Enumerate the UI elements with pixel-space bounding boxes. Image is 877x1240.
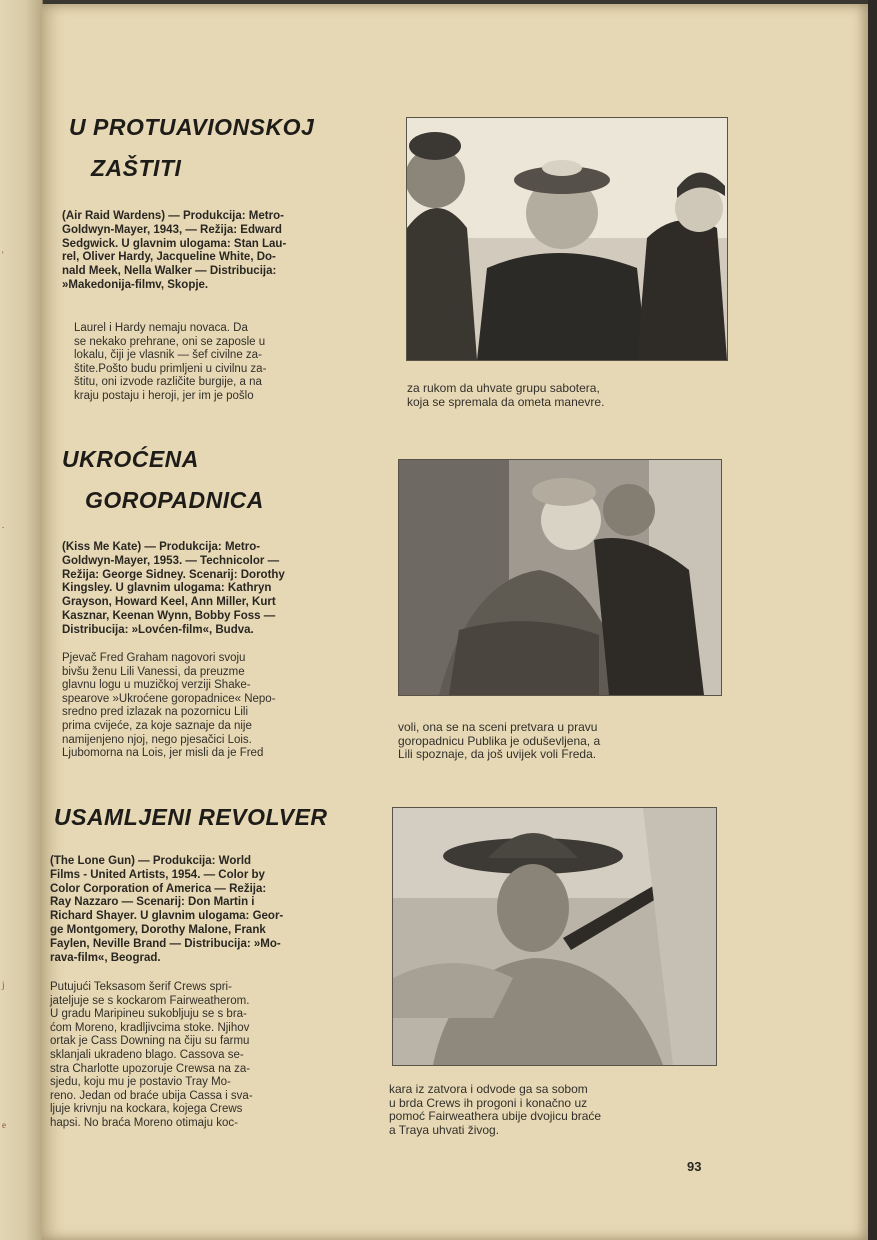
credits-line: ge Montgomery, Dorothy Malone, Frank	[50, 923, 266, 936]
film-still-image-1	[407, 118, 727, 360]
section-2-title-line-2: GOROPADNICA	[85, 487, 264, 513]
caption-line: Lili spoznaje, da još uvijek voli Freda.	[398, 747, 597, 762]
section-3-film-still	[392, 807, 717, 1066]
section-1-title-line-1: U PROTUAVIONSKOJ	[69, 114, 315, 140]
credits-line: Faylen, Neville Brand — Distribucija: »Mo-	[50, 937, 281, 950]
book-spine-margin	[0, 0, 43, 1240]
credits-line: Kasznar, Keenan Wynn, Bobby Foss —	[62, 609, 276, 622]
synopsis-line: jateljuje se s kockarom Fairweatherom.	[50, 994, 250, 1007]
credits-line: nald Meek, Nella Walker — Distribucija:	[62, 265, 277, 278]
synopsis-line: stra Charlotte upozoruje Crewsa na za-	[50, 1062, 251, 1075]
synopsis-line: ćom Moreno, kradljivcima stoke. Njihov	[50, 1021, 250, 1034]
section-2-synopsis	[62, 652, 380, 761]
synopsis-line: sredno pred izlazak na pozornicu Lili	[62, 706, 249, 719]
section-3-synopsis	[50, 981, 368, 1131]
credits-line: Režija: George Sidney. Scenarij: Dorothy	[62, 568, 285, 581]
section-3-caption	[389, 1083, 719, 1137]
credits-line: Goldwyn-Mayer, 1943, — Režija: Edward	[62, 223, 282, 236]
credits-line: Distribucija: »Lovćen-film«, Budva.	[62, 623, 254, 636]
caption-line: a Traya uhvati živog.	[389, 1122, 500, 1137]
caption-line: koja se spremala da ometa manevre.	[407, 394, 605, 409]
credits-line: Richard Shayer. U glavnim ulogama: Geor-	[50, 910, 284, 923]
page-number: 93	[687, 1159, 702, 1174]
margin-mark: e	[2, 1120, 6, 1130]
credits-line: (Kiss Me Kate) — Produkcija: Metro-	[62, 541, 261, 553]
synopsis-line: lokalu, čiji je vlasnik — šef civilne za-	[74, 349, 262, 362]
synopsis-line: hapsi. No braća Moreno otimaju koc-	[50, 1116, 238, 1129]
caption-line: voli, ona se na sceni pretvara u pravu	[398, 720, 598, 734]
credits-line: rava-film«, Beograd.	[50, 951, 161, 964]
synopsis-line: spearove »Ukroćene goropadnice« Nepo-	[62, 692, 276, 705]
magazine-page	[42, 4, 868, 1240]
synopsis-line: ortak je Cass Downing na čiju su farmu	[50, 1035, 250, 1048]
credits-line: Grayson, Howard Keel, Ann Miller, Kurt	[62, 596, 276, 609]
film-still-image-3	[393, 808, 716, 1065]
synopsis-line: reno. Jedan od braće ubija Cassa i sva-	[50, 1089, 253, 1102]
credits-line: (Air Raid Wardens) — Produkcija: Metro-	[62, 210, 284, 222]
synopsis-line: bivšu ženu Lili Vanessi, da preuzme	[62, 665, 245, 678]
caption-line: goropadnicu Publika je oduševljena, a	[398, 733, 601, 748]
credits-line: Sedgwick. U glavnim ulogama: Stan Lau-	[62, 237, 287, 250]
credits-line: Kingsley. U glavnim ulogama: Kathryn	[62, 582, 272, 595]
synopsis-line: sjedu, koju mu je postavio Tray Mo-	[50, 1076, 231, 1089]
credits-line: Films - United Artists, 1954. — Color by	[50, 868, 265, 881]
section-1-caption	[407, 382, 737, 409]
synopsis-line: U gradu Maripineu sukobljuju se s bra-	[50, 1008, 247, 1021]
caption-line: kara iz zatvora i odvode ga sa sobom	[389, 1082, 588, 1096]
margin-mark: j	[2, 980, 5, 990]
section-2-title-line-1: UKROĆENA	[62, 446, 199, 472]
section-1-synopsis	[74, 322, 378, 404]
synopsis-line: se nekako prehrane, oni se zaposle u	[74, 335, 266, 348]
synopsis-line: sklanjali ukradeno blago. Cassova se-	[50, 1048, 244, 1061]
caption-line: za rukom da uhvate grupu sabotera,	[407, 381, 600, 395]
synopsis-line: glavnu logu u muzičkoj verziji Shake-	[62, 679, 251, 692]
synopsis-line: Putujući Teksasom šerif Crews spri-	[50, 981, 232, 993]
credits-line: Goldwyn-Mayer, 1953. — Technicolor —	[62, 554, 280, 567]
synopsis-line: kraju postaju i heroji, jer im je pošlo	[74, 389, 254, 402]
synopsis-line: prima cvijeće, za koje saznaje da nije	[62, 719, 252, 732]
caption-line: pomoć Fairweathera ubije dvojicu braće	[389, 1109, 602, 1124]
synopsis-line: Laurel i Hardy nemaju novaca. Da	[74, 322, 248, 334]
synopsis-line: ljuje krivnju na kockara, kojega Crews	[50, 1103, 243, 1116]
section-2-caption	[398, 721, 728, 762]
synopsis-line: štite.Pošto budu primljeni u civilnu za-	[74, 362, 267, 375]
film-still-image-2	[399, 460, 721, 695]
synopsis-line: Ljubomorna na Lois, jer misli da je Fred	[62, 747, 264, 760]
credits-line: »Makedonija-filmv, Skopje.	[62, 278, 209, 291]
credits-line: (The Lone Gun) — Produkcija: World	[50, 855, 252, 867]
synopsis-line: Pjevač Fred Graham nagovori svoju	[62, 652, 246, 664]
credits-line: Color Corporation of America — Režija:	[50, 882, 267, 895]
synopsis-line: namijenjeno njoj, nego pjesačici Lois.	[62, 733, 252, 746]
synopsis-line: štitu, oni izvode različite burgije, a na	[74, 376, 262, 389]
section-2-film-still	[398, 459, 722, 696]
page-edge-shadow	[868, 0, 877, 1240]
section-1-credits	[62, 210, 380, 293]
margin-mark: .	[2, 520, 5, 530]
margin-mark: '	[2, 250, 4, 260]
section-3-title: USAMLJENI REVOLVER	[54, 804, 328, 830]
section-1-film-still	[406, 117, 728, 361]
credits-line: rel, Oliver Hardy, Jacqueline White, Do-	[62, 251, 276, 264]
section-1-title-line-2: ZAŠTITI	[91, 155, 182, 181]
section-2-credits	[62, 541, 380, 638]
credits-line: Ray Nazzaro — Scenarij: Don Martin i	[50, 896, 255, 909]
section-3-credits	[50, 855, 368, 965]
caption-line: u brda Crews ih progoni i konačno uz	[389, 1095, 588, 1110]
